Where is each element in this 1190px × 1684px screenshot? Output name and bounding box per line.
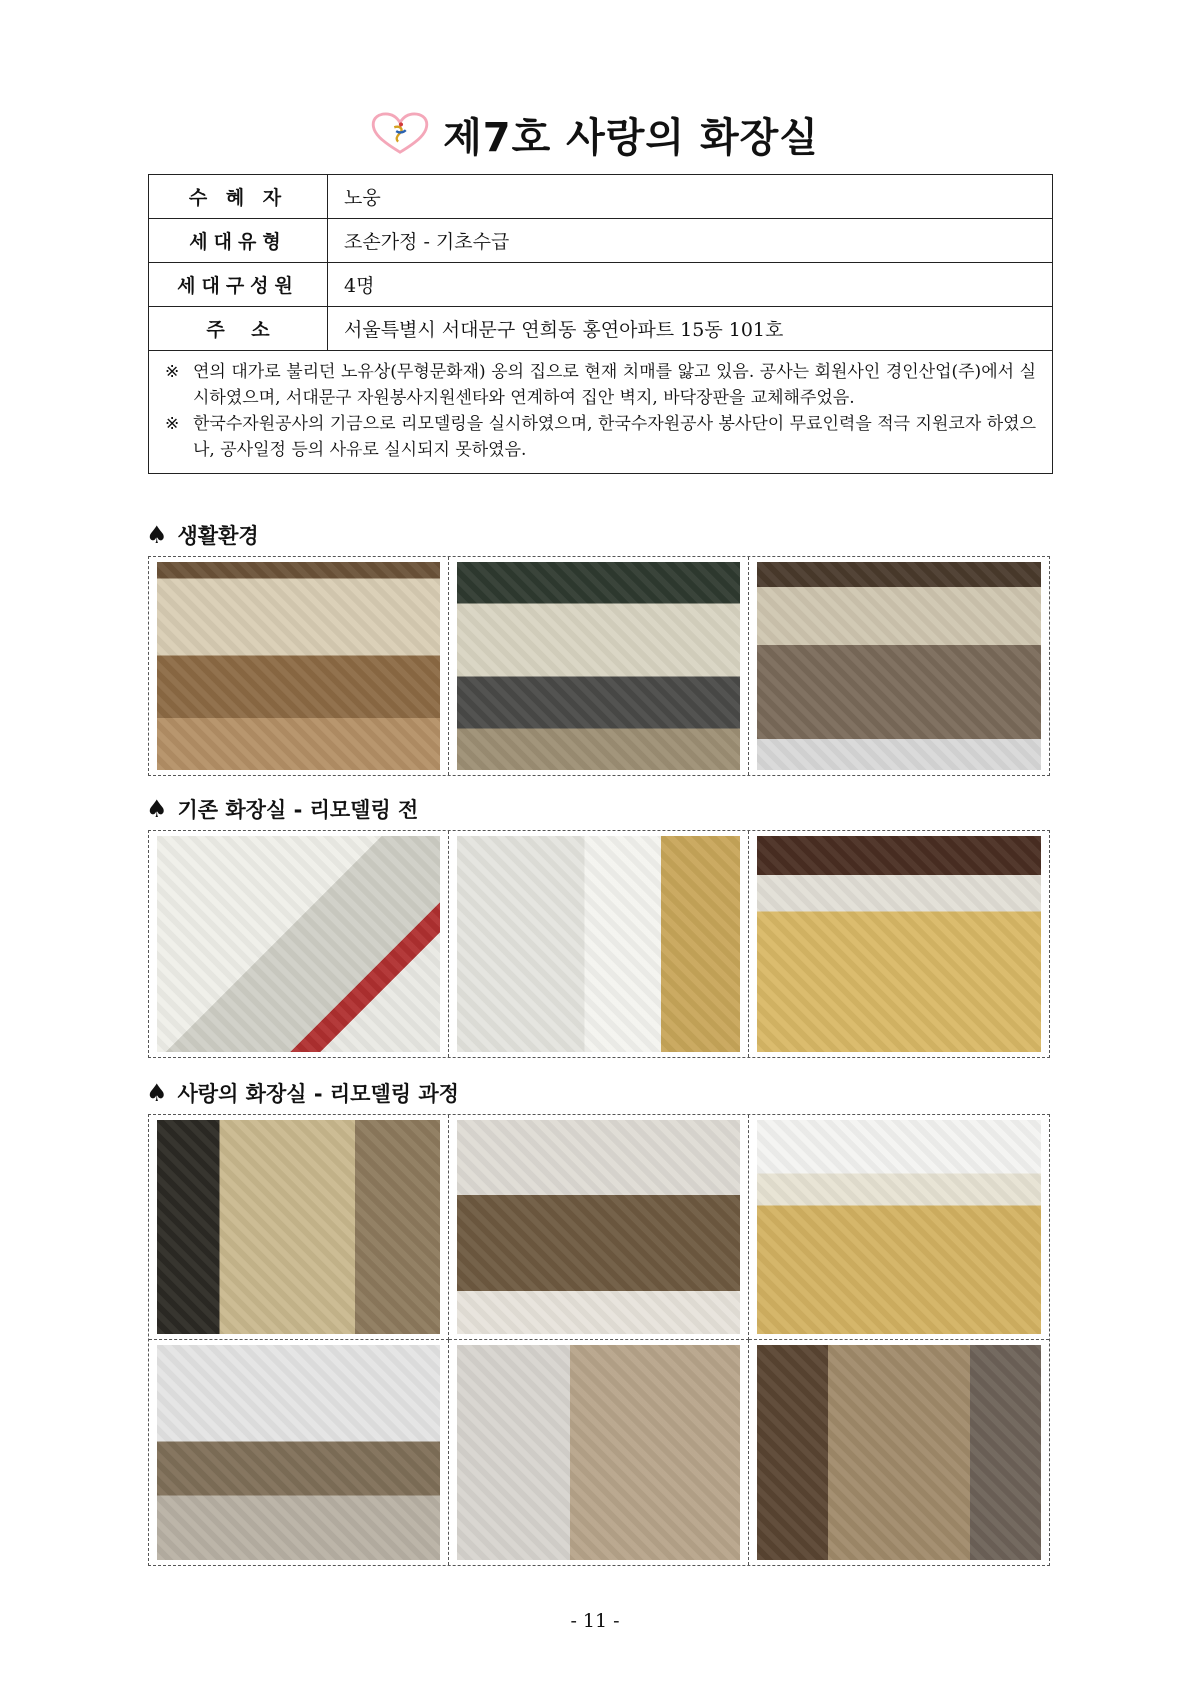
table-row [149,263,1053,307]
photo [757,562,1041,770]
photo-cell [149,557,449,775]
row-value: 서울특별시 서대문구 연희동 홍연아파트 15동 101호 [328,307,1053,351]
section-heading-process [146,1078,459,1108]
photo [457,562,740,770]
section-title: 생활환경 [177,524,259,548]
row-value: 4명 [328,263,1053,307]
photo-grid-process [148,1114,1050,1566]
section-heading-living [146,520,259,550]
page-title: 제7호 사랑의 화장실 [443,114,819,161]
section-heading-before [146,794,418,824]
photo-cell [749,557,1049,775]
note-text: 한국수자원공사의 기금으로 리모델링을 실시하였으며, 한국수자원공사 봉사단이 무료인력을 적극 지원코자 하였으나, 공사일정 등의 사유로 실시되지 못하였음. [193,414,1036,460]
table-row [149,219,1053,263]
section-title: 사랑의 화장실 - 리모델링 과정 [177,1082,459,1106]
photo [157,562,440,770]
note-item [165,411,1036,463]
photo [757,836,1041,1052]
row-label: 주 소 [149,307,328,351]
photo [457,1120,740,1334]
photo [457,1345,740,1560]
row-value: 조손가정 - 기초수급 [328,219,1053,263]
photo-cell [449,557,749,775]
note-item [165,359,1036,411]
photo-cell [449,1340,749,1565]
photo [157,836,440,1052]
photo-cell [149,1340,449,1565]
photo-cell [449,831,749,1057]
table-row [149,307,1053,351]
title-block [0,104,1190,164]
photo [157,1345,440,1560]
photo-cell [749,1115,1049,1340]
row-value: 노웅 [328,175,1053,219]
row-label: 세대구성원 [149,263,328,307]
notes-cell [149,351,1053,474]
photo-cell [449,1115,749,1340]
photo [757,1345,1041,1560]
note-text: 연의 대가로 불리던 노유상(무형문화재) 옹의 집으로 현재 치매를 앓고 있음. 공사는 회원사인 경인산업(주)에서 실시하였으며, 서대문구 자원봉사지원센타와 연계하여 집안 벽지, 바닥장판을 교체해주었음. [193,362,1036,408]
spade-icon: ♠ [146,1079,168,1107]
photo-cell [149,831,449,1057]
photo-grid-before [148,830,1050,1058]
photo-cell [749,1340,1049,1565]
heart-logo-icon [371,112,429,156]
reference-mark: ※ [165,414,180,434]
photo-grid-living [148,556,1050,776]
photo [157,1120,440,1334]
photo [457,836,740,1052]
photo [757,1120,1041,1334]
notes-row [149,351,1053,474]
section-title: 기존 화장실 - 리모델링 전 [177,798,419,822]
spade-icon: ♠ [146,521,168,549]
row-label: 수 혜 자 [149,175,328,219]
photo-cell [149,1115,449,1340]
photo-cell [749,831,1049,1057]
table-row [149,175,1053,219]
beneficiary-info-table [148,174,1053,474]
page-number: - 11 - [570,1610,620,1632]
reference-mark: ※ [165,362,180,382]
spade-icon: ♠ [146,795,168,823]
row-label: 세대유형 [149,219,328,263]
